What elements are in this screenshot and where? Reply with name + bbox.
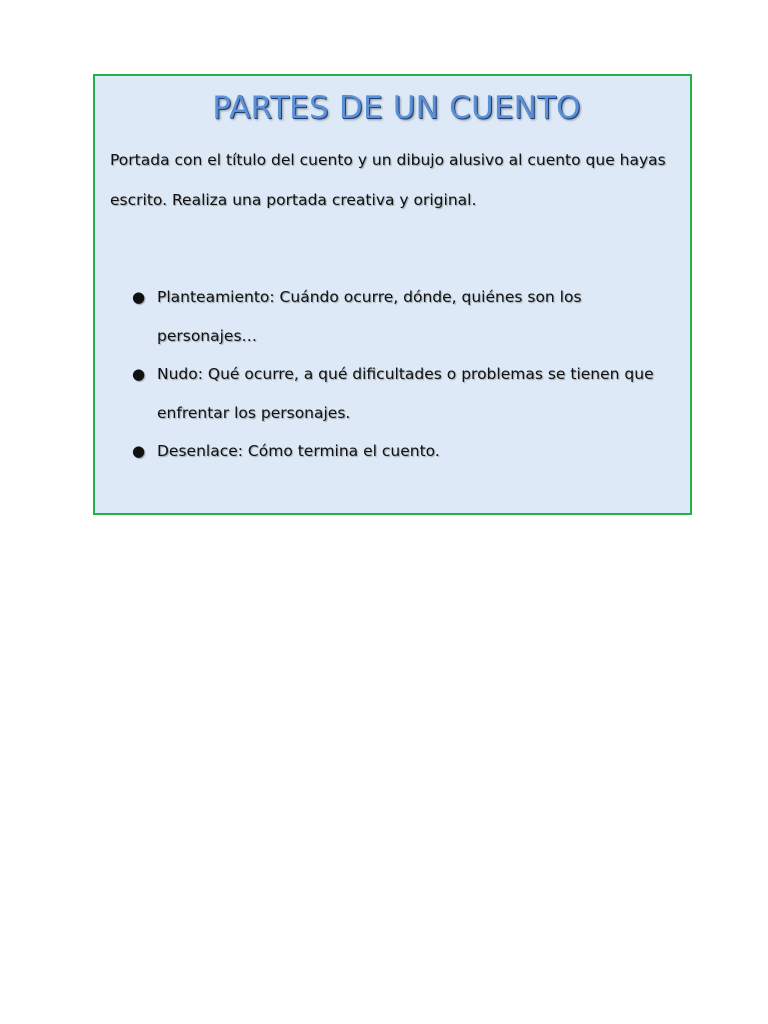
story-parts-list xyxy=(110,278,685,471)
list-item-text: Nudo: Qué ocurre, a qué dificultades o problemas se tienen que enfrentar los personajes. xyxy=(157,365,654,422)
page-title: PARTES DE UN CUENTO xyxy=(212,90,581,126)
story-parts-card xyxy=(93,74,692,515)
bullet-icon: ● xyxy=(132,442,146,460)
list-item-text: Desenlace: Cómo termina el cuento. xyxy=(157,442,440,460)
list-item xyxy=(110,278,685,355)
bullet-icon: ● xyxy=(132,288,146,306)
list-item xyxy=(110,355,685,432)
list-item-text: Planteamiento: Cuándo ocurre, dónde, quiénes son los personajes… xyxy=(157,288,582,345)
list-item xyxy=(110,432,685,471)
intro-paragraph: Portada con el título del cuento y un dibujo alusivo al cuento que hayas escrito. Realiza una portada creativa y original. xyxy=(110,151,666,209)
bullet-icon: ● xyxy=(132,365,146,383)
